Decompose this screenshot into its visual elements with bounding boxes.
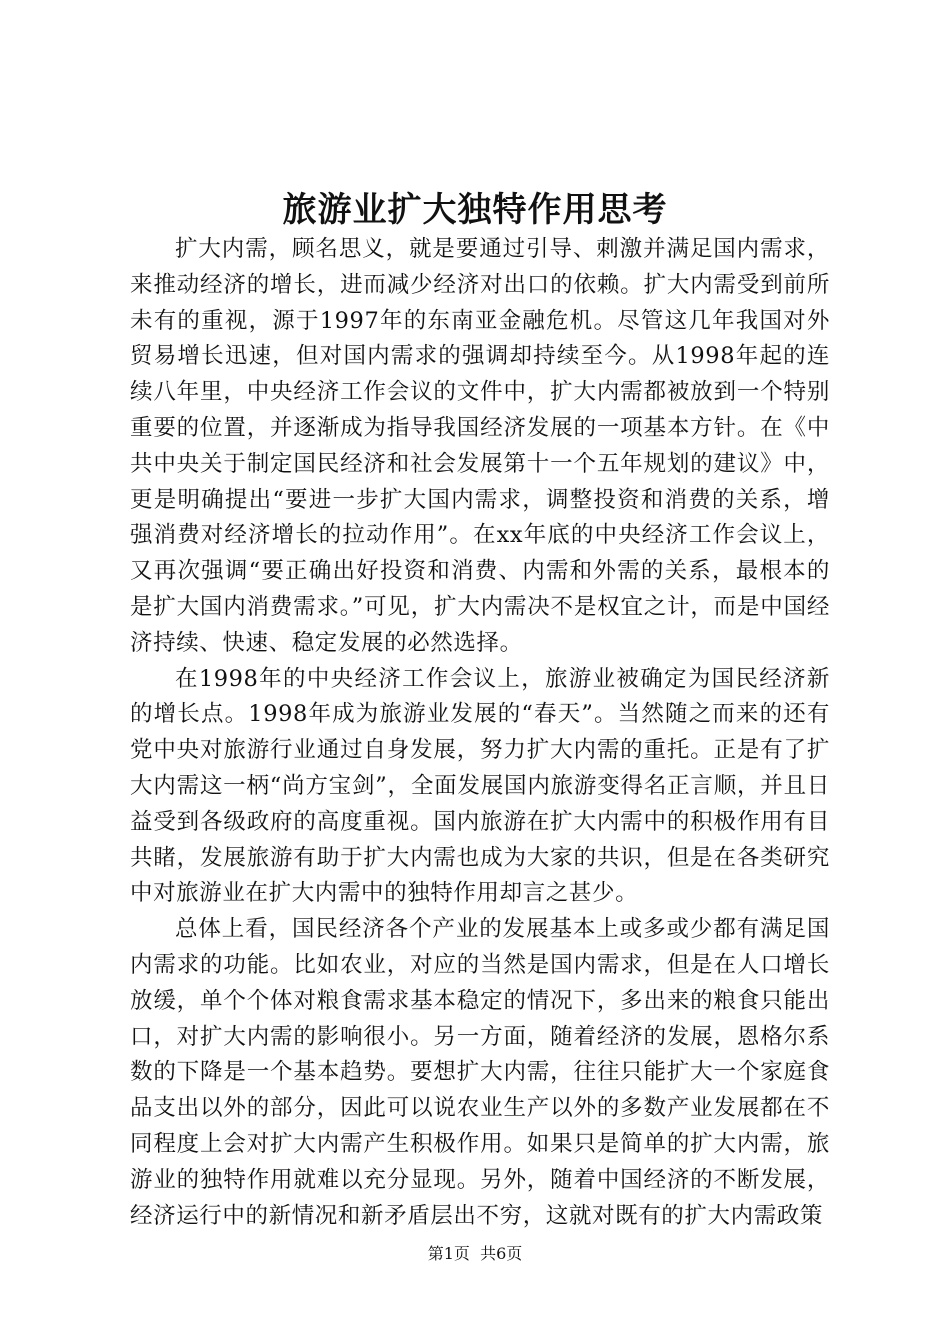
page-total: 共6页 [480, 1244, 523, 1263]
paragraph-2: 在1998年的中央经济工作会议上，旅游业被确定为国民经济新的增长点。1998年成为旅游业发展的“春天”。当然随之而来的还有党中央对旅游行业通过自身发展，努力扩大内需的重托。正是有了扩大内需这一柄“尚方宝剑”，全面发展国内旅游变得名正言顺，并且日益受到各级政府的高度重视。国内旅游在扩大内需中的积极作用有目共睹，发展旅游有助于扩大内需也成为大家的共识，但是在各类研究中对旅游业在扩大内需中的独特作用却言之甚少。 [130, 665, 830, 907]
document-title: 旅游业扩大独特作用思考 [282, 190, 668, 230]
page-footer [0, 1242, 950, 1266]
page-number: 第1页 [427, 1244, 470, 1263]
paragraph-3: 总体上看，国民经济各个产业的发展基本上或多或少都有满足国内需求的功能。比如农业，对应的当然是国内需求，但是在人口增长放缓，单个个体对粮食需求基本稳定的情况下，多出来的粮食只能出口，对扩大内需的影响很小。另一方面，随着经济的发展，恩格尔系数的下降是一个基本趋势。要想扩大内需，往往只能扩大一个家庭食品支出以外的部分，因此可以说农业生产以外的多数产业发展都在不同程度上会对扩大内需产生积极作用。如果只是简单的扩大内需，旅游业的独特作用就难以充分显现。另外，随着中国经济的不断发展，经济运行中的新情况和新矛盾层出不穷，这就对既有的扩大内需政策 [130, 916, 830, 1229]
paragraph-1: 扩大内需，顾名思义，就是要通过引导、刺激并满足国内需求，来推动经济的增长，进而减少经济对出口的依赖。扩大内需受到前所未有的重视，源于1997年的东南亚金融危机。尽管这几年我国对外贸易增长迅速，但对国内需求的强调却持续至今。从1998年起的连续八年里，中央经济工作会议的文件中，扩大内需都被放到一个特别重要的位置，并逐渐成为指导我国经济发展的一项基本方针。在《中共中央关于制定国民经济和社会发展第十一个五年规划的建议》中，更是明确提出“要进一步扩大国内需求，调整投资和消费的关系，增强消费对经济增长的拉动作用”。在xx年底的中央经济工作会议上，又再次强调“要正确出好投资和消费、内需和外需的关系，最根本的是扩大国内消费需求。”可见，扩大内需决不是权宜之计，而是中国经济持续、快速、稳定发展的必然选择。 [130, 236, 830, 656]
document-body [130, 232, 830, 1234]
